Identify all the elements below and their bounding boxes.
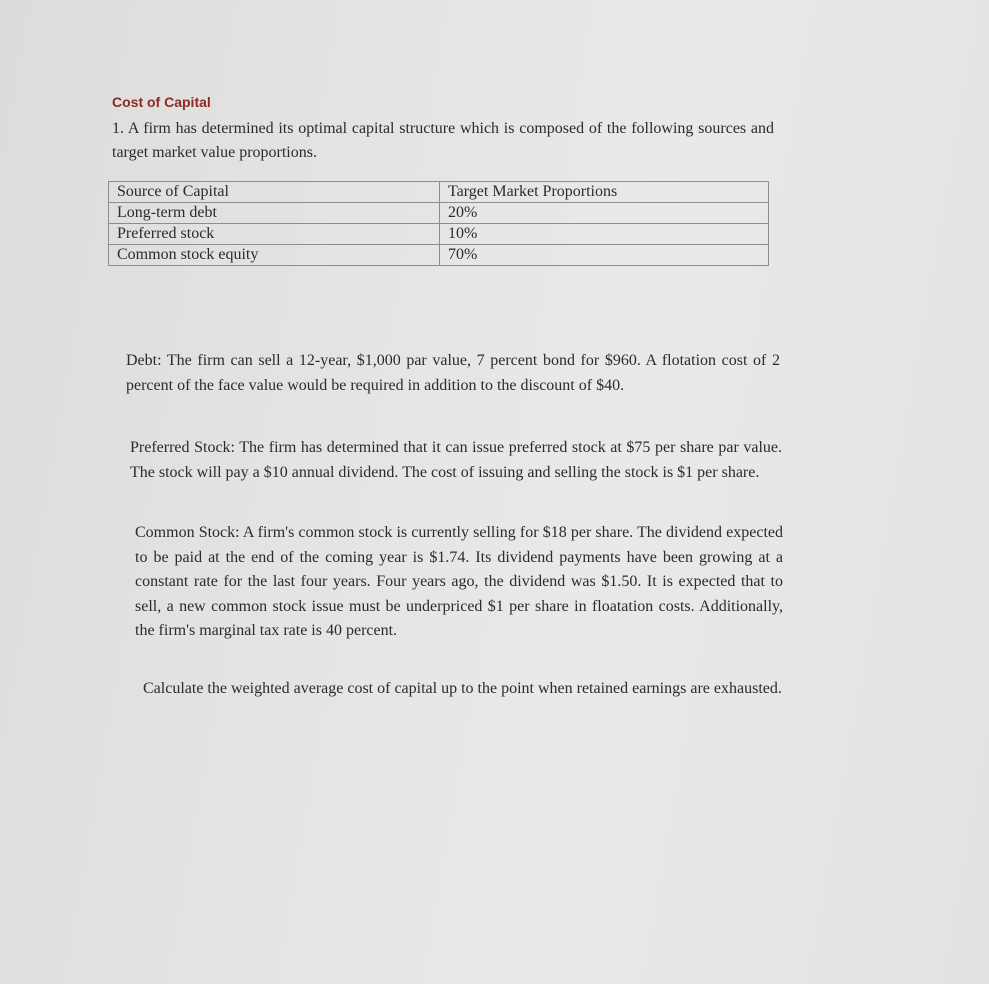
source-cell: Common stock equity (109, 245, 440, 266)
debt-paragraph: Debt: The firm can sell a 12-year, $1,000 par value, 7 percent bond for $960. A flotation cost of 2 percent of the face value would be required in addition to the discount of $40. (126, 352, 780, 394)
preferred-stock-paragraph: Preferred Stock: The firm has determined that it can issue preferred stock at $75 per share par value. The stock will pay a $10 annual dividend. The cost of issuing and selling the stock is $1 per share. (130, 439, 782, 481)
section-heading: Cost of Capital (112, 94, 211, 110)
calculation-instruction: Calculate the weighted average cost of capital up to the point when retained earnings are exhausted. (143, 680, 782, 697)
table-header-row (109, 182, 769, 203)
common-stock-paragraph: Common Stock: A firm's common stock is currently selling for $18 per share. The dividend expected to be paid at the end of the coming year is $1.74. Its dividend payments have been growing at a constant rate for the last four years. Four years ago, the dividend was $1.50. It is expected that to sell, a new common stock issue must be underpriced $1 per share in floatation costs. Additionally, the firm's marginal tax rate is 40 percent. (135, 524, 783, 639)
source-cell: Long-term debt (109, 203, 440, 224)
proportion-cell: 70% (440, 245, 769, 266)
proportion-cell: 20% (440, 203, 769, 224)
table-row (109, 203, 769, 224)
question-intro: 1. A firm has determined its optimal capital structure which is composed of the following sources and target market value proportions. (112, 120, 774, 161)
table-row (109, 245, 769, 266)
proportion-cell: 10% (440, 224, 769, 245)
table-row (109, 224, 769, 245)
header-proportion: Target Market Proportions (440, 182, 769, 203)
capital-structure-table (108, 181, 769, 266)
header-source: Source of Capital (109, 182, 440, 203)
source-cell: Preferred stock (109, 224, 440, 245)
